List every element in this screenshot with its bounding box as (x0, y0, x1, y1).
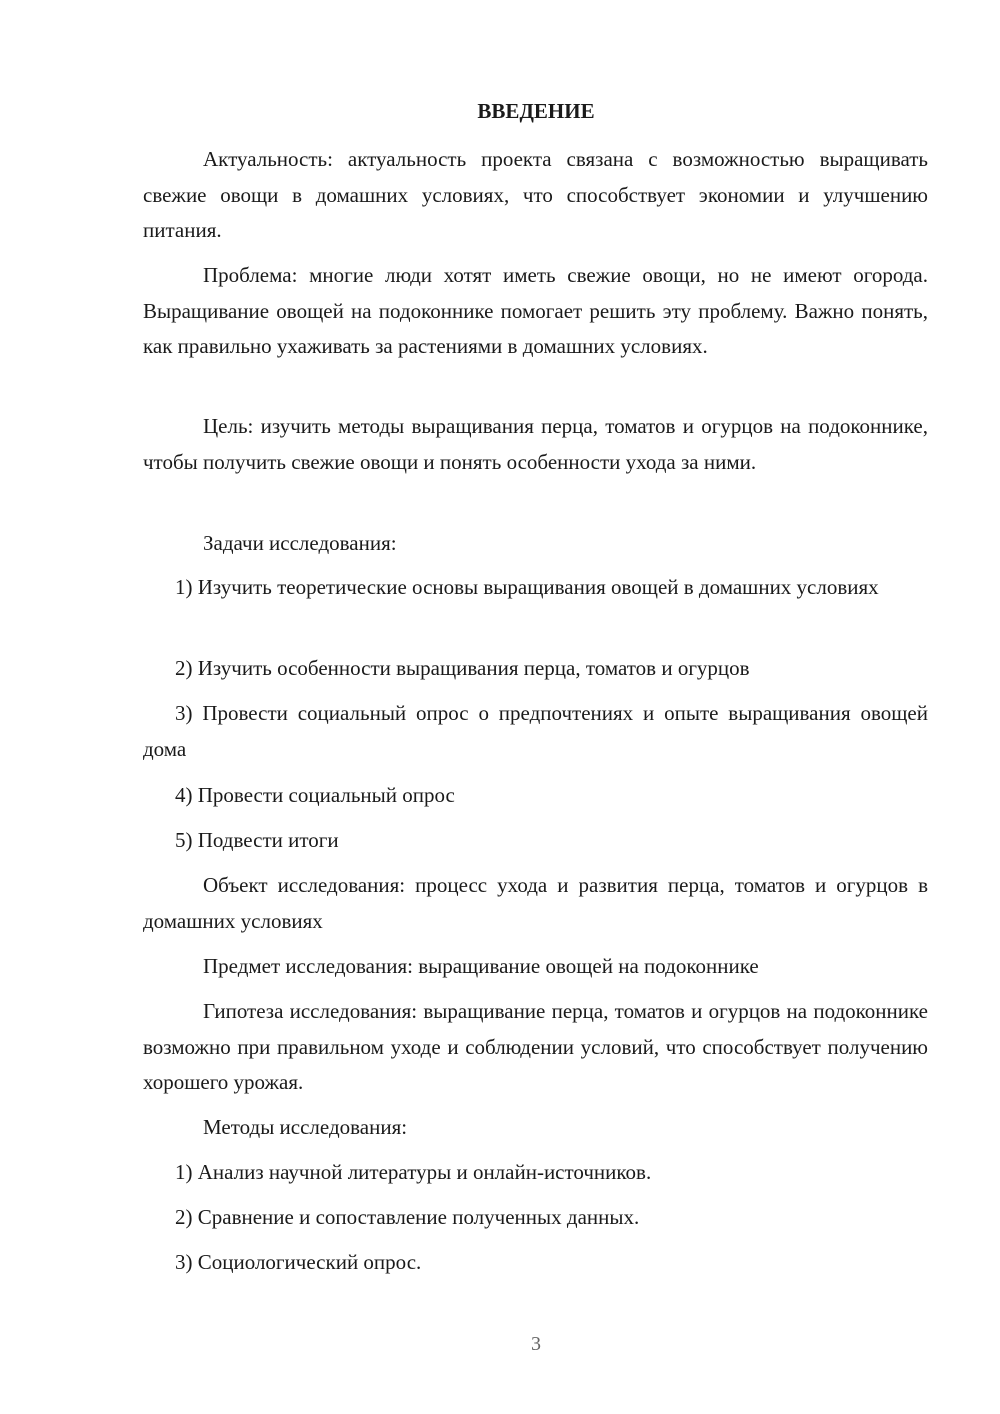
list-item-method-3: 3) Социологический опрос. (175, 1250, 422, 1274)
paragraph-problem: Проблема: многие люди хотят иметь свежие овощи, но не имеют огорода. Выращивание овощей на подоконнике помогает решить эту проблему. Важно понять, как правильно ухаживать за растениями в домашних условиях. (143, 263, 928, 358)
page-number: 3 (531, 1333, 541, 1355)
page-title: ВВЕДЕНИЕ (477, 99, 595, 123)
paragraph-hypothesis: Гипотеза исследования: выращивание перца, томатов и огурцов на подоконнике возможно при правильном уходе и соблюдении условий, что способствует получению хорошего урожая. (143, 999, 928, 1094)
paragraph-subject: Предмет исследования: выращивание овощей на подоконнике (203, 954, 759, 978)
paragraph-relevance: Актуальность: актуальность проекта связана с возможностью выращивать свежие овощи в домашних условиях, что способствует экономии и улучшению питания. (143, 147, 928, 242)
paragraph-tasks-heading: Задачи исследования: (203, 531, 397, 555)
paragraph-goal: Цель: изучить методы выращивания перца, томатов и огурцов на подоконнике, чтобы получить свежие овощи и понять особенности ухода за ними. (143, 414, 928, 474)
paragraph-methods-heading: Методы исследования: (203, 1115, 408, 1139)
list-item-task-3: 3) Провести социальный опрос о предпочтениях и опыте выращивания овощей дома (143, 701, 928, 761)
list-item-task-5: 5) Подвести итоги (175, 828, 339, 852)
list-item-task-2: 2) Изучить особенности выращивания перца, томатов и огурцов (175, 656, 750, 680)
paragraph-object: Объект исследования: процесс ухода и развития перца, томатов и огурцов в домашних условиях (143, 873, 928, 933)
list-item-task-1: 1) Изучить теоретические основы выращивания овощей в домашних условиях (175, 575, 879, 599)
list-item-method-1: 1) Анализ научной литературы и онлайн-источников. (175, 1160, 652, 1184)
list-item-task-4: 4) Провести социальный опрос (175, 783, 455, 807)
list-item-method-2: 2) Сравнение и сопоставление полученных данных. (175, 1205, 640, 1229)
